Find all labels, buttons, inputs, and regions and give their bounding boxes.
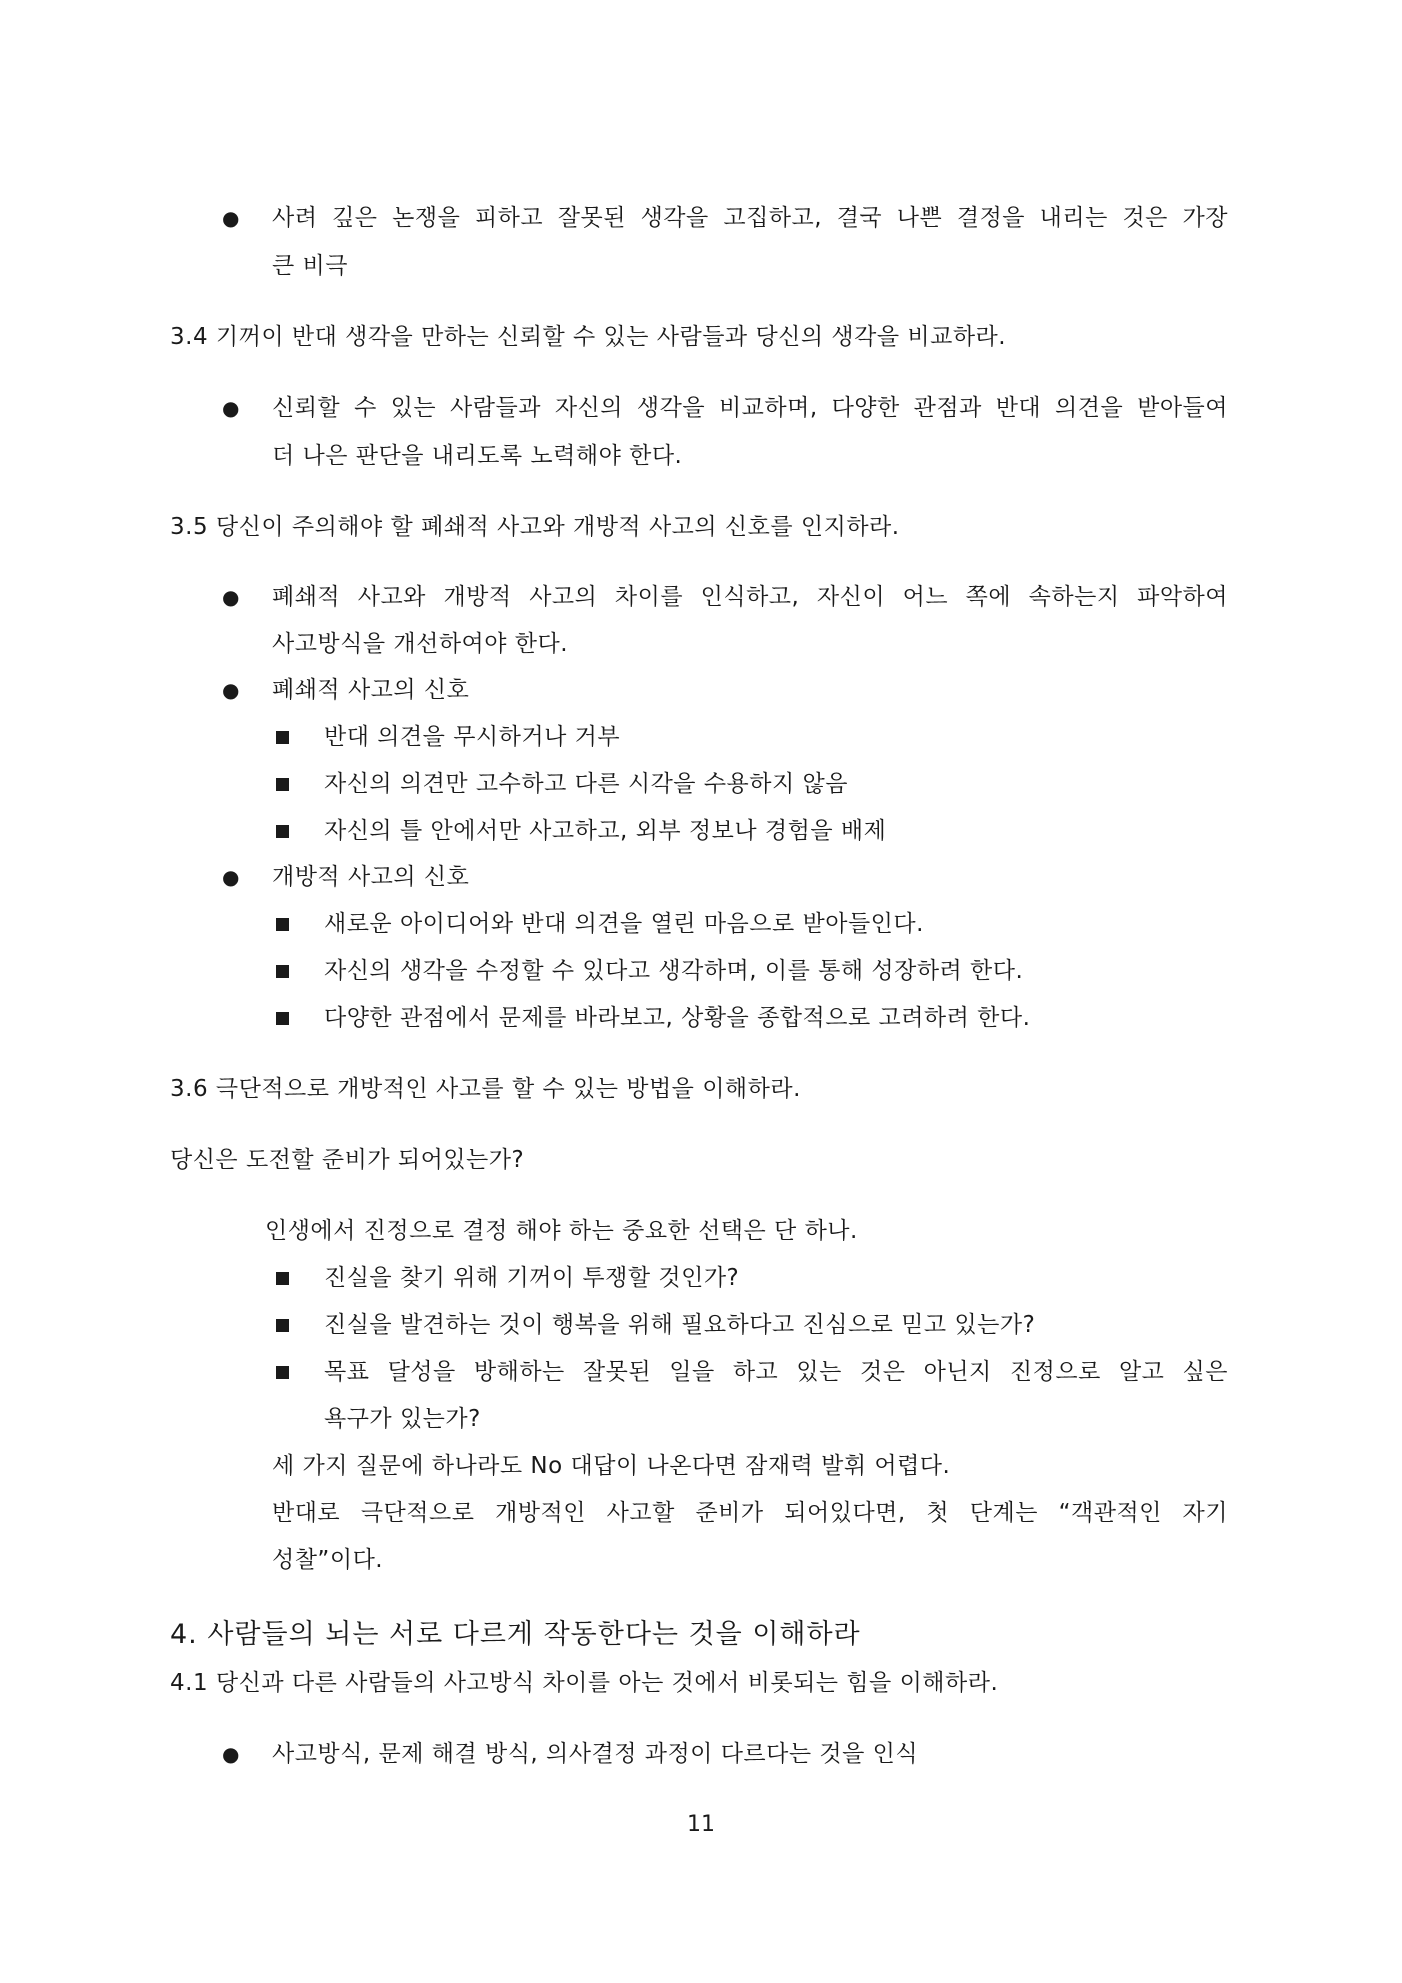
section-heading-3-6: 3.6 극단적으로 개방적인 사고를 할 수 있는 방법을 이해하라.	[170, 1076, 801, 1102]
closed-thinking-item: 자신의 의견만 고수하고 다른 시각을 수용하지 않음	[324, 771, 848, 797]
square-bullet-icon	[276, 1012, 289, 1025]
bullet-text: 신뢰할 수 있는 사람들과 자신의 생각을 비교하며, 다양한 관점과 반대 의견을 받아들여	[272, 395, 1228, 421]
open-thinking-item: 자신의 생각을 수정할 수 있다고 생각하며, 이를 통해 성장하려 한다.	[324, 958, 1024, 984]
bullet-dot-icon: ●	[222, 396, 240, 420]
square-bullet-icon	[276, 1366, 289, 1379]
page-number: 11	[687, 1812, 715, 1837]
section-heading-3-4: 3.4 기꺼이 반대 생각을 만하는 신뢰할 수 있는 사람들과 당신의 생각을 비교하라.	[170, 324, 1007, 350]
bullet-text: 사고방식, 문제 해결 방식, 의사결정 과정이 다르다는 것을 인식	[272, 1741, 919, 1767]
open-thinking-title: 개방적 사고의 신호	[272, 864, 470, 890]
bullet-text: 사려 깊은 논쟁을 피하고 잘못된 생각을 고집하고, 결국 나쁜 결정을 내리는 것은 가장	[272, 205, 1228, 231]
conclusion-text-continued: 성찰”이다.	[272, 1547, 384, 1573]
open-thinking-item: 새로운 아이디어와 반대 의견을 열린 마음으로 받아들인다.	[324, 911, 924, 937]
closed-thinking-item: 반대 의견을 무시하거나 거부	[324, 724, 621, 750]
question-item-continued: 욕구가 있는가?	[324, 1406, 481, 1432]
bullet-dot-icon: ●	[222, 678, 240, 702]
section-heading-3-5: 3.5 당신이 주의해야 할 폐쇄적 사고와 개방적 사고의 신호를 인지하라.	[170, 514, 900, 540]
open-thinking-item: 다양한 관점에서 문제를 바라보고, 상황을 종합적으로 고려하려 한다.	[324, 1005, 1031, 1031]
bullet-text-continued: 사고방식을 개선하여야 한다.	[272, 631, 569, 657]
bullet-dot-icon: ●	[222, 585, 240, 609]
square-bullet-icon	[276, 825, 289, 838]
bullet-dot-icon: ●	[222, 206, 240, 230]
square-bullet-icon	[276, 731, 289, 744]
bullet-dot-icon: ●	[222, 865, 240, 889]
challenge-question: 당신은 도전할 준비가 되어있는가?	[170, 1147, 525, 1173]
chapter-heading-4: 4. 사람들의 뇌는 서로 다르게 작동한다는 것을 이해하라	[170, 1619, 861, 1650]
bullet-dot-icon: ●	[222, 1742, 240, 1766]
bullet-text: 폐쇄적 사고와 개방적 사고의 차이를 인식하고, 자신이 어느 쪽에 속하는지 파악하여	[272, 584, 1228, 610]
bullet-text-continued: 더 나은 판단을 내리도록 노력해야 한다.	[272, 443, 683, 469]
question-item: 진실을 찾기 위해 기꺼이 투쟁할 것인가?	[324, 1265, 740, 1291]
conclusion-text: 반대로 극단적으로 개방적인 사고할 준비가 되어있다면, 첫 단계는 “객관적인 자기	[272, 1500, 1228, 1526]
closed-thinking-title: 폐쇄적 사고의 신호	[272, 677, 470, 703]
section-heading-4-1: 4.1 당신과 다른 사람들의 사고방식 차이를 아는 것에서 비롯되는 힘을 이해하라.	[170, 1670, 999, 1696]
square-bullet-icon	[276, 965, 289, 978]
square-bullet-icon	[276, 918, 289, 931]
question-item: 진실을 발견하는 것이 행복을 위해 필요하다고 진심으로 믿고 있는가?	[324, 1312, 1036, 1338]
square-bullet-icon	[276, 1272, 289, 1285]
bullet-text-continued: 큰 비극	[272, 253, 348, 279]
square-bullet-icon	[276, 778, 289, 791]
square-bullet-icon	[276, 1319, 289, 1332]
closed-thinking-item: 자신의 틀 안에서만 사고하고, 외부 정보나 경험을 배제	[324, 818, 887, 844]
question-item: 목표 달성을 방해하는 잘못된 일을 하고 있는 것은 아닌지 진정으로 알고 싶은	[324, 1359, 1228, 1385]
no-answer-statement: 세 가지 질문에 하나라도 No 대답이 나온다면 잠재력 발휘 어렵다.	[272, 1453, 951, 1479]
choice-intro: 인생에서 진정으로 결정 해야 하는 중요한 선택은 단 하나.	[265, 1218, 858, 1244]
